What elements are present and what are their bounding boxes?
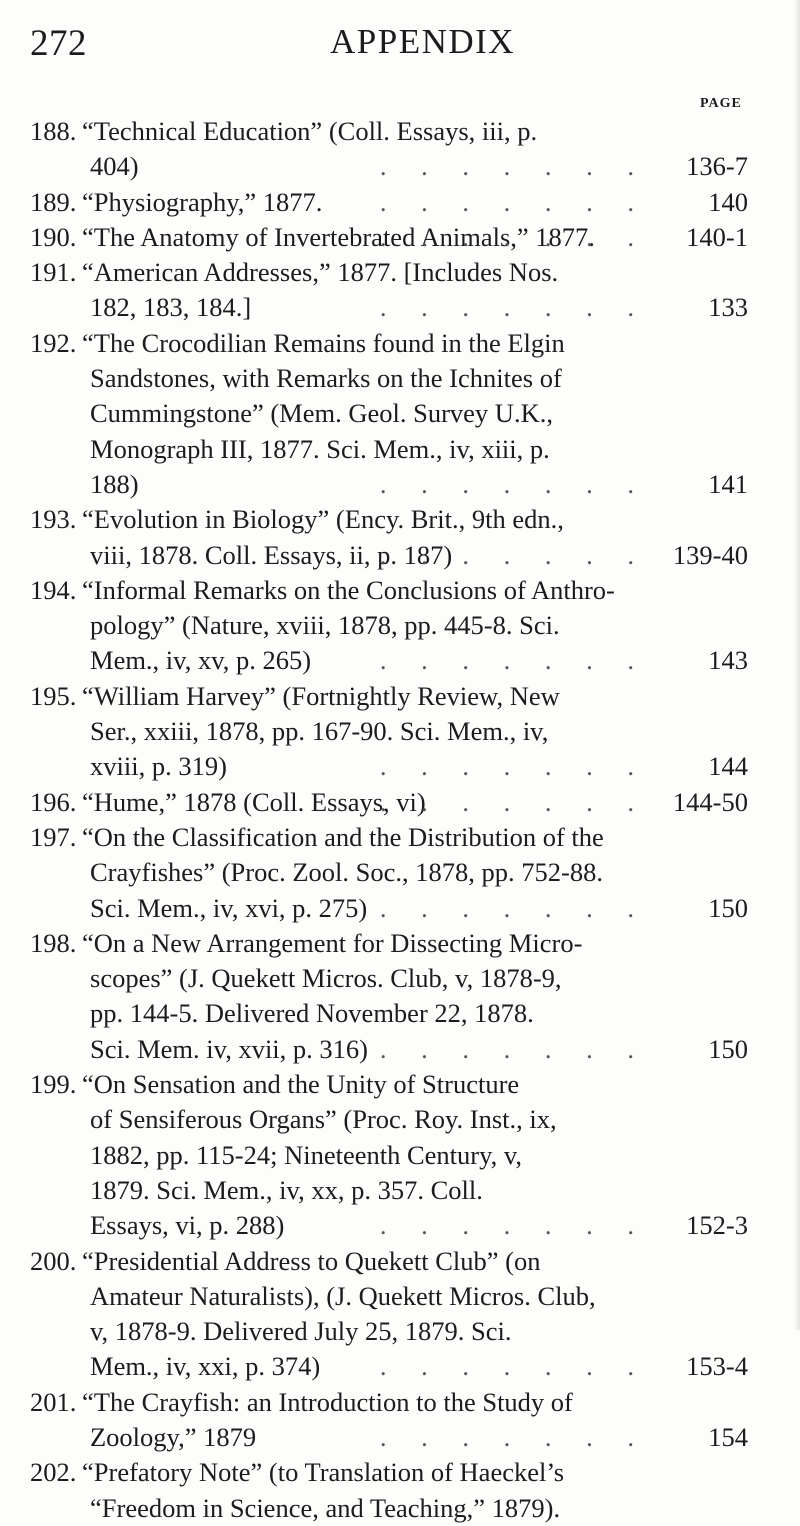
entry-line: pp. 144-5. Delivered November 22, 1878.	[90, 998, 534, 1029]
page-edge	[794, 0, 800, 1330]
entry-number: 191.	[30, 257, 77, 288]
entry-line: Mem., iv, xv, p. 265) 143 . . .	[82, 643, 748, 678]
entry-page-reference: 143	[708, 645, 748, 676]
entry-number: 193.	[30, 504, 77, 535]
appendix-entry	[30, 220, 748, 255]
entry-number: 199.	[30, 1069, 77, 1100]
entry-page-reference: 133	[708, 292, 748, 323]
appendix-entry	[30, 1385, 748, 1456]
entry-page-reference: 150	[708, 1033, 748, 1064]
entry-line: Sci. Mem. iv, xvii, p. 316) 150 . . .	[82, 1032, 748, 1067]
entry-number: 192.	[30, 327, 77, 358]
appendix-entry	[30, 926, 748, 1067]
entry-body	[74, 785, 748, 820]
entry-number: 188.	[30, 116, 77, 146]
appendix-entry-list	[30, 114, 748, 1526]
entry-line: “Prefatory Note” (to Translation of Haeckel’s	[82, 1457, 565, 1488]
entry-page-reference: 140-1	[686, 221, 748, 252]
entry-line: Mem., iv, xxi, p. 374) 153-4 . . .	[82, 1349, 748, 1384]
entry-page-reference: 140	[708, 186, 748, 217]
running-title: APPENDIX	[330, 22, 516, 61]
entry-body	[74, 114, 748, 185]
entry-line: “Technical Education” (Coll. Essays, iii, p.	[82, 116, 538, 146]
entry-page-reference: 136-7	[686, 151, 748, 182]
entry-number: 200.	[30, 1245, 77, 1276]
entry-number: 195.	[30, 680, 77, 711]
entry-line: Amateur Naturalists), (J. Quekett Micros. Club,	[90, 1280, 596, 1311]
entry-body	[74, 185, 748, 220]
appendix-entry	[30, 1455, 748, 1526]
appendix-entry	[30, 185, 748, 220]
entry-line: “Physiography,” 1877. 140 . . .	[82, 185, 748, 220]
entry-body	[74, 820, 748, 926]
entry-line: Zoology,” 1879 154 . . .	[82, 1420, 748, 1455]
entry-line: “The Anatomy of Invertebrated Animals,” 1877. 140-1 . . .	[82, 220, 748, 255]
entry-number: 189.	[30, 186, 77, 217]
entry-line: Sandstones, with Remarks on the Ichnites of	[90, 363, 562, 394]
entry-line: Ser., xxiii, 1878, pp. 167-90. Sci. Mem., iv,	[90, 716, 549, 747]
entry-number: 190.	[30, 221, 77, 252]
entry-line: “Presidential Address to Quekett Club” (on	[82, 1245, 541, 1276]
entry-page-reference: 141	[708, 468, 748, 499]
entry-line: Essays, vi, p. 288) 152-3 . . .	[82, 1208, 748, 1243]
entry-page-reference: 144	[708, 751, 748, 782]
entry-body	[74, 573, 748, 679]
entry-line: viii, 1878. Coll. Essays, ii, p. 187) 139-40 . . .	[82, 538, 748, 573]
entry-line: Sci. Mem., iv, xvi, p. 275) 150 . . .	[82, 891, 748, 926]
entry-body	[74, 1067, 748, 1243]
entry-body	[74, 255, 748, 326]
entry-line: scopes” (J. Quekett Micros. Club, v, 1878-9,	[90, 963, 562, 994]
entry-line: Cummingstone” (Mem. Geol. Survey U.K.,	[90, 398, 553, 429]
entry-body	[74, 220, 748, 255]
entry-line: “Hume,” 1878 (Coll. Essays, vi) 144-50 . . .	[82, 785, 748, 820]
entry-body	[74, 1385, 748, 1456]
entry-number: 201.	[30, 1386, 77, 1417]
entry-body	[74, 1244, 748, 1385]
entry-line: Monograph III, 1877. Sci. Mem., iv, xiii, p.	[90, 433, 550, 464]
entry-line: “Freedom in Science, and Teaching,” 1879).	[90, 1492, 561, 1523]
entry-body	[74, 326, 748, 502]
page-column-label: PAGE	[700, 96, 742, 111]
entry-line: 1879. Sci. Mem., iv, xx, p. 357. Coll.	[90, 1174, 483, 1205]
appendix-entry	[30, 255, 748, 326]
entry-page-reference: 150	[708, 892, 748, 923]
entry-number: 194.	[30, 574, 77, 605]
appendix-entry	[30, 679, 748, 785]
appendix-entry	[30, 1067, 748, 1243]
entry-line: “American Addresses,” 1877. [Includes Nos.	[82, 257, 559, 288]
entry-line: Crayfishes” (Proc. Zool. Soc., 1878, pp. 752-88.	[90, 857, 603, 888]
appendix-entry	[30, 502, 748, 573]
entry-page-reference: 152-3	[686, 1210, 748, 1241]
entry-number: 196.	[30, 786, 77, 817]
entry-body	[74, 679, 748, 785]
entry-body	[74, 1455, 748, 1526]
entry-line: of Sensiferous Organs” (Proc. Roy. Inst., ix,	[90, 1104, 557, 1135]
entry-line: xviii, p. 319) 144 . . .	[82, 749, 748, 784]
entry-line: pology” (Nature, xviii, 1878, pp. 445-8. Sci.	[90, 610, 560, 641]
entry-line: “On the Classification and the Distribution of the	[82, 821, 604, 852]
appendix-entry	[30, 1244, 748, 1385]
entry-page-reference: 154	[708, 1421, 748, 1452]
entry-page-reference: 139-40	[672, 539, 748, 570]
entry-line: v, 1878-9. Delivered July 25, 1879. Sci.	[90, 1316, 512, 1347]
entry-line: “On Sensation and the Unity of Structure	[82, 1069, 520, 1100]
entry-line: “On a New Arrangement for Dissecting Micro-	[82, 927, 583, 958]
page-header	[30, 14, 760, 74]
entry-line: “The Crocodilian Remains found in the Elgin	[82, 327, 565, 358]
entry-line: “Informal Remarks on the Conclusions of Anthro-	[82, 574, 615, 605]
entry-page-reference: 153-4	[686, 1351, 748, 1382]
entry-line: “The Crayfish: an Introduction to the Study of	[82, 1386, 573, 1417]
entry-line: 188) 141 . . .	[82, 467, 748, 502]
entry-number: 197.	[30, 821, 77, 852]
page-number: 272	[30, 23, 87, 64]
entry-page-reference: 144-50	[672, 786, 748, 817]
appendix-entry	[30, 820, 748, 926]
entry-line: 1882, pp. 115-24; Nineteenth Century, v,	[90, 1139, 523, 1170]
appendix-entry	[30, 326, 748, 502]
appendix-entry	[30, 785, 748, 820]
entry-line: 182, 183, 184.] 133 . . .	[82, 290, 748, 325]
entry-line: “William Harvey” (Fortnightly Review, New	[82, 680, 560, 711]
entry-body	[74, 502, 748, 573]
appendix-entry	[30, 114, 748, 185]
entry-body	[74, 926, 748, 1067]
entry-line: 404) 136-7 . . .	[82, 149, 748, 184]
entry-number: 202.	[30, 1457, 77, 1488]
appendix-entry	[30, 573, 748, 679]
entry-number: 198.	[30, 927, 77, 958]
entry-line: “Evolution in Biology” (Ency. Brit., 9th edn.,	[82, 504, 564, 535]
